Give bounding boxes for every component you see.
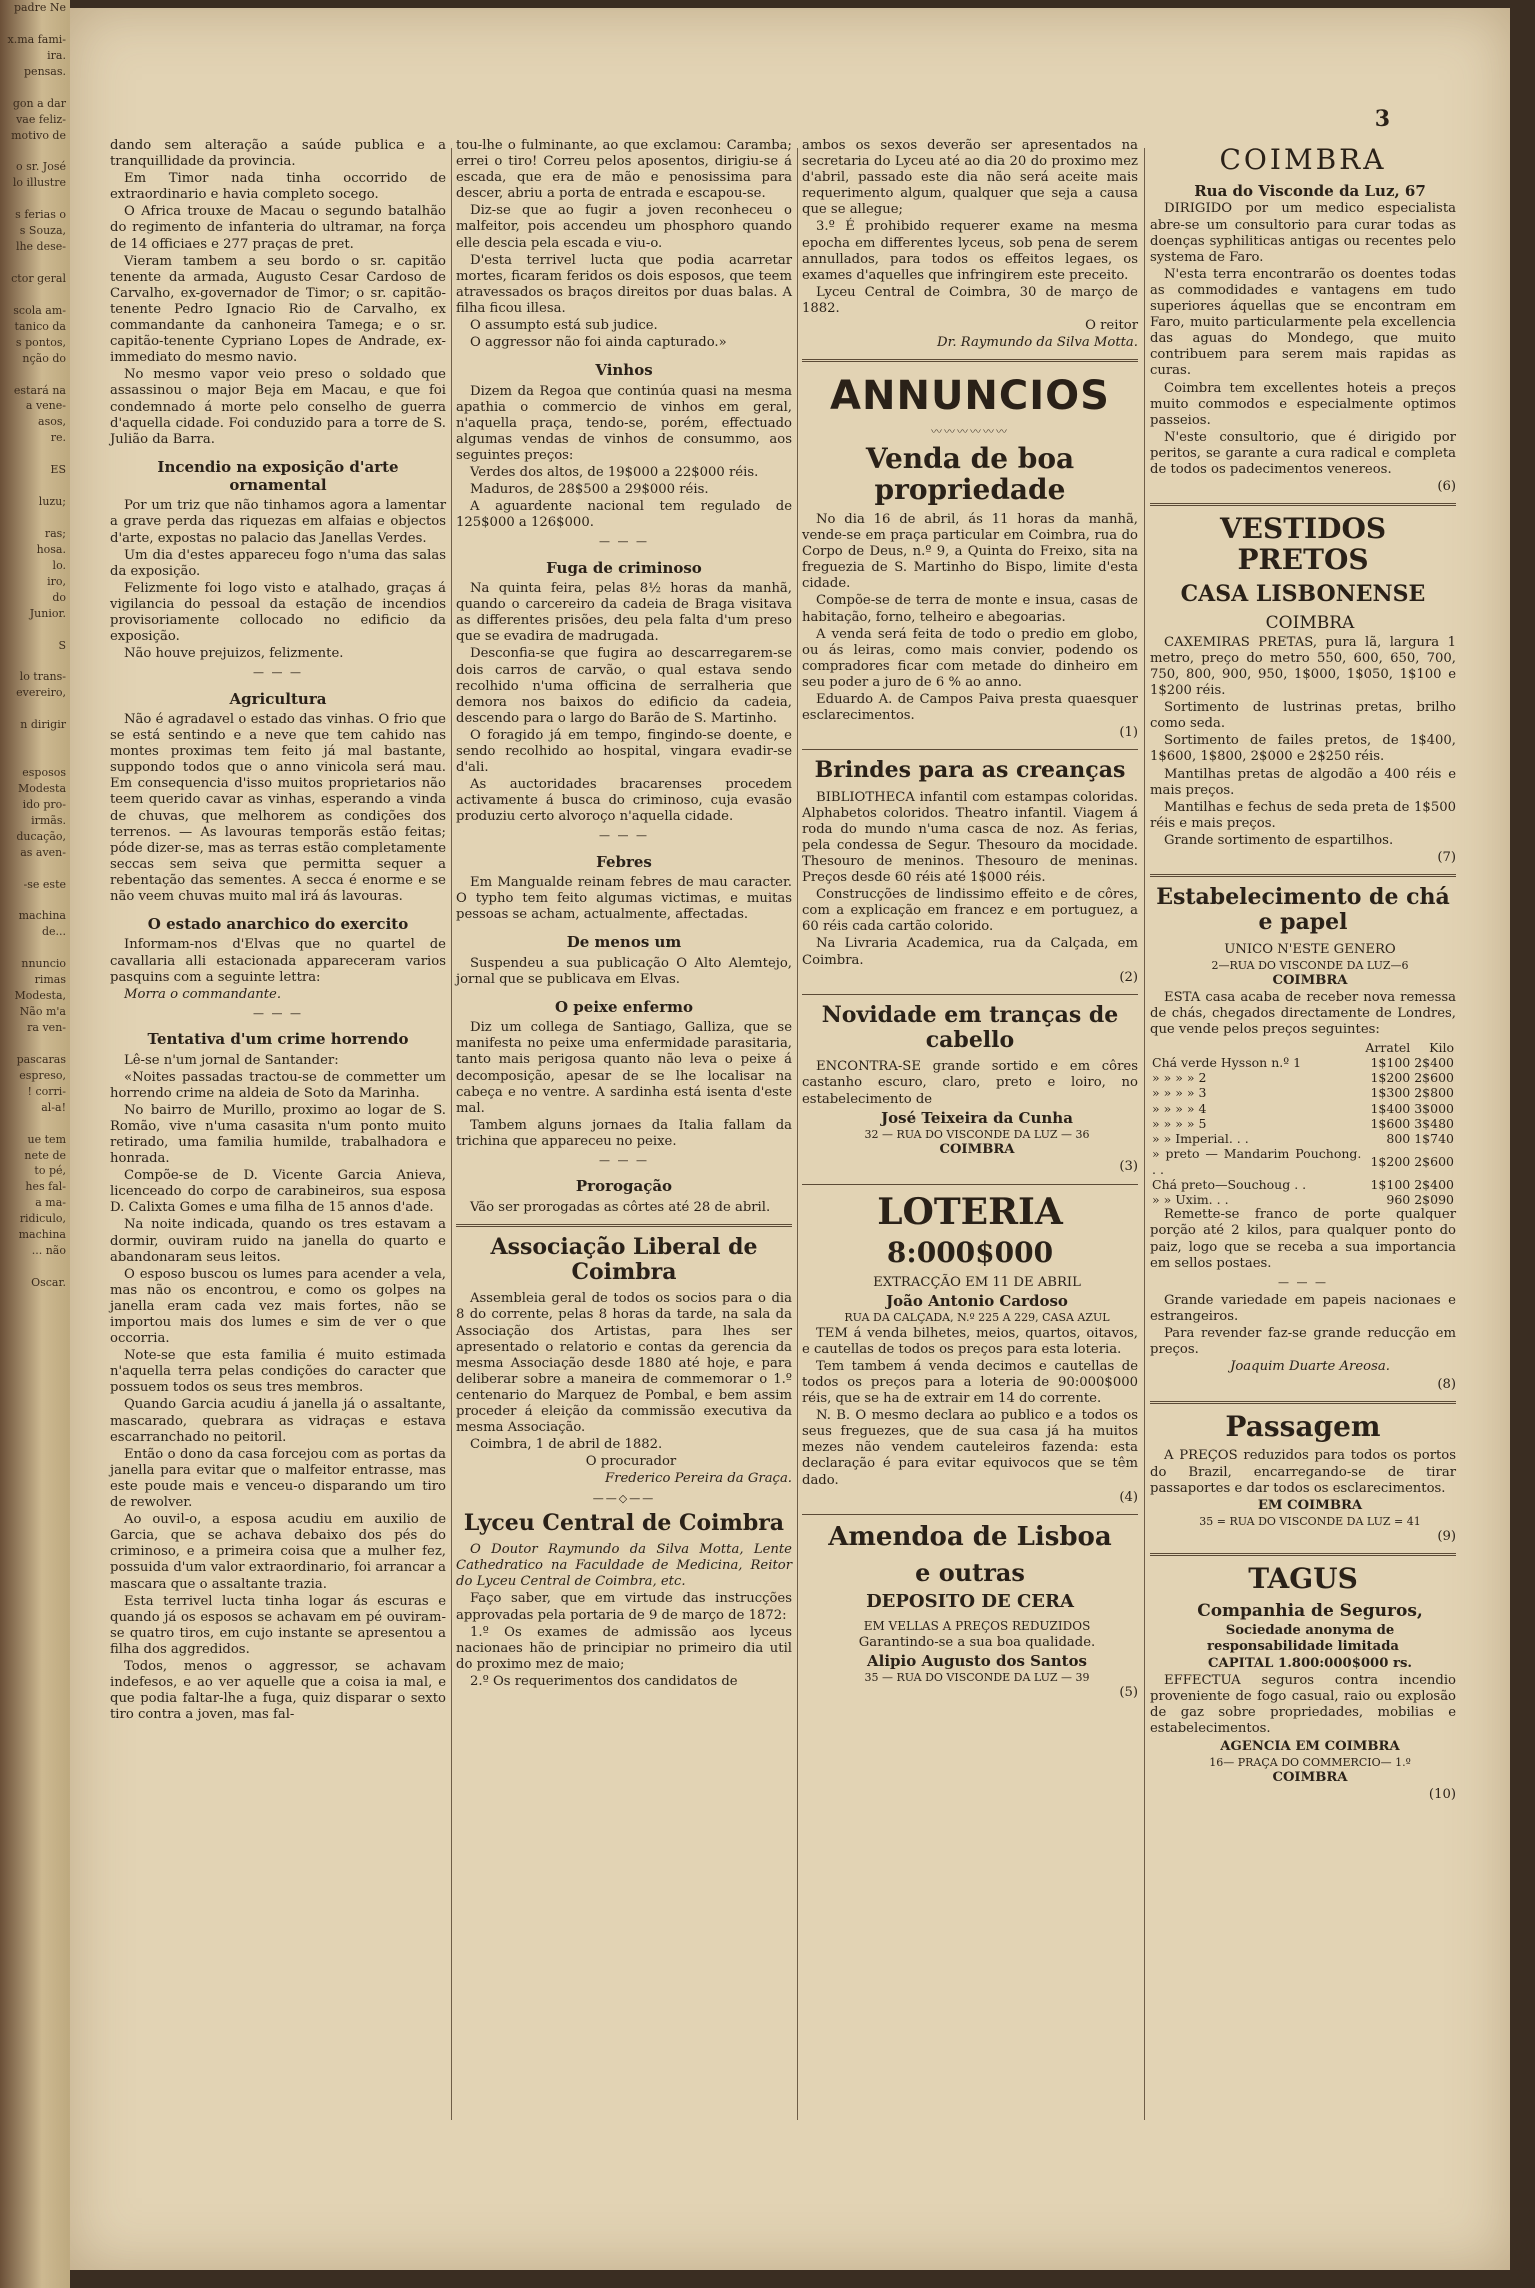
spine-text: as aven- bbox=[20, 845, 66, 859]
ad-name: José Teixeira da Cunha bbox=[881, 1108, 1073, 1127]
spine-text: ido pro- bbox=[22, 797, 66, 811]
spine-text bbox=[0, 749, 70, 765]
ad-title: Brindes para as creanças bbox=[814, 757, 1126, 784]
rule bbox=[1150, 874, 1456, 877]
ad-capital: CAPITAL 1.800:000$000 rs. bbox=[1208, 1656, 1412, 1672]
rule bbox=[802, 359, 1138, 362]
headline: De menos um bbox=[566, 933, 682, 952]
table-cell: Chá verde Hysson n.º 1 bbox=[1152, 1054, 1302, 1070]
paragraph: O Doutor Raymundo da Silva Motta, Lente Cathedratico na Faculdade de Medicina, Reitor do Lyceu Central de Coimbra, etc. bbox=[456, 1542, 792, 1590]
table-cell: 1$740 bbox=[1414, 1131, 1454, 1147]
paragraph: Em Mangualde reinam febres de mau caracter. O typho tem feito algumas victimas, e muitas pessoas se acham, actualmente, affectadas. bbox=[456, 875, 792, 923]
ad-city: COIMBRA bbox=[1272, 973, 1348, 989]
notice-title: Associação Liberal de Coimbra bbox=[490, 1233, 758, 1286]
paragraph: tou-lhe o fulminante, ao que exclamou: Caramba; errei o tiro! Correu pelos aposentos, dirigiu-se á escada, que era de mão e penosissima para descer, abriu a porta de entrada e escapou-se. bbox=[456, 138, 792, 202]
ad-number: (4) bbox=[1119, 1489, 1138, 1505]
separator: — — — bbox=[253, 666, 303, 680]
paragraph: No mesmo vapor veio preso o soldado que assassinou o major Beja em Macau, e que foi condemnado á morte pelo conselho de guerra d'aquella cidade. Foi conduzido para a torre de S. Julião da Barra. bbox=[110, 367, 446, 447]
paragraph: O foragido já em tempo, fingindo-se doente, e sendo recolhido ao hospital, vingara evadir-se d'ali. bbox=[456, 727, 792, 776]
spine-text: ridiculo, bbox=[19, 1212, 66, 1226]
paragraph: Dizem da Regoa que continúa quasi na mesma apathia o commercio de vinhos em geral, n'aquella praça, tendo-se, porém, effectuado algumas vendas de vinhos de consummo, aos seguintes preços: bbox=[456, 383, 792, 463]
paragraph: O aggressor não foi ainda capturado.» bbox=[470, 335, 727, 351]
paragraph: dando sem alteração a saúde publica e a tranquillidade da provincia. bbox=[110, 138, 446, 170]
paragraph: Esta terrivel lucta tinha logar ás escuras e quando já os esposos se achavam em pé ouviram-se quatro tiros, em cujo instante se apresentou a filha dos aggredidos. bbox=[110, 1593, 446, 1657]
spine-text: ue tem bbox=[27, 1132, 66, 1146]
paragraph: Faço saber, que em virtude das instrucções approvadas pela portaria de 9 de março de 1872: bbox=[456, 1591, 792, 1623]
table-cell: » » Uxim. . . bbox=[1152, 1192, 1229, 1208]
spine-text bbox=[0, 80, 70, 96]
spine-text: ctor geral bbox=[11, 271, 66, 285]
spine-text bbox=[0, 1259, 70, 1275]
spine-text: a ma- bbox=[35, 1196, 66, 1210]
table-cell: » » » » 5 bbox=[1152, 1115, 1207, 1131]
spine-text: nção do bbox=[22, 351, 66, 365]
ad-address: 16— PRAÇA DO COMMERCIO— 1.º bbox=[1209, 1755, 1411, 1769]
spine-text: nnuncio bbox=[21, 957, 66, 971]
newspaper-page bbox=[70, 8, 1510, 2270]
spine-text: to pé, bbox=[34, 1164, 66, 1178]
spine-text: vae feliz- bbox=[16, 112, 66, 126]
paragraph: 1.º Os exames de admissão aos lyceus nacionaes hão de principiar no primeiro dia util do proximo mez de maio; bbox=[456, 1624, 792, 1672]
table-row bbox=[1150, 1131, 1456, 1146]
spine-text: machina bbox=[18, 909, 66, 923]
paragraph: Lê-se n'um jornal de Santander: bbox=[124, 1052, 339, 1068]
paragraph: ENCONTRA-SE grande sortido e em côres castanho escuro, claro, preto e loiro, no estabelecimento de bbox=[802, 1059, 1138, 1107]
table-cell: 2$600 bbox=[1414, 1070, 1454, 1086]
spine-text: Modesta bbox=[17, 781, 66, 795]
headline: Incendio na exposição d'arte ornamental bbox=[157, 457, 399, 495]
rule bbox=[1150, 1553, 1456, 1556]
headline: Prorogação bbox=[575, 1177, 673, 1196]
paragraph: Garantindo-se a sua boa qualidade. bbox=[858, 1634, 1096, 1650]
signature: Frederico Pereira da Graça. bbox=[605, 1471, 792, 1487]
table-cell: 3$480 bbox=[1414, 1115, 1454, 1131]
paragraph: Diz-se que ao fugir a joven reconheceu o malfeitor, pois accendeu um phosphoro quando elle descia pela escada e viu-o. bbox=[456, 203, 792, 251]
paragraph: BIBLIOTHECA infantil com estampas coloridas. Alphabetos coloridos. Theatro infantil. Viagem á roda do mundo n'uma casca de noz. As ferias, pela condessa de Segur. Thesouro da mocidade. Thesouro de meninos. Thesouro de meninas. Preços desde 60 réis até 1$000 réis. bbox=[802, 789, 1138, 886]
spine-text bbox=[0, 653, 70, 669]
spine-text: ra ven- bbox=[27, 1021, 66, 1034]
spine-text: irmãs. bbox=[31, 813, 66, 827]
rule bbox=[1150, 503, 1456, 506]
paragraph: Na Livraria Academica, rua da Calçada, em Coimbra. bbox=[802, 936, 1138, 968]
ad-subtitle: EXTRACÇÃO EM 11 DE ABRIL bbox=[873, 1274, 1081, 1290]
ad-title: LOTERIA bbox=[877, 1190, 1063, 1233]
paragraph: O esposo buscou os lumes para acender a vela, mas não os encontrou, e como os golpes na janella eram cada vez mais fortes, não se importou mais dos lumes e sim de ver o que occorria. bbox=[110, 1266, 446, 1347]
spine-text: rimas bbox=[34, 973, 66, 987]
ad-number: (6) bbox=[1437, 479, 1456, 495]
spine-text: s ferias o bbox=[15, 208, 66, 222]
ad-number: (9) bbox=[1437, 1529, 1456, 1545]
spine-text: s Souza, bbox=[19, 224, 66, 238]
signature: Joaquim Duarte Areosa. bbox=[1230, 1359, 1390, 1375]
ad-number: (8) bbox=[1437, 1376, 1456, 1392]
ad-title: COIMBRA bbox=[1219, 143, 1387, 176]
table-cell: 1$100 bbox=[1370, 1054, 1411, 1070]
spine-text: tanico da bbox=[14, 319, 66, 333]
separator: — — — bbox=[253, 1006, 303, 1020]
paragraph: As auctoridades bracarenses procedem activamente á busca do criminoso, cuja evasão produziu certo alvoroço n'aquella cidade. bbox=[456, 777, 792, 825]
spine-text: s pontos, bbox=[15, 335, 66, 349]
table-cell: 1$200 bbox=[1370, 1153, 1411, 1169]
spine-text: S bbox=[58, 638, 66, 652]
ad-city: COIMBRA bbox=[939, 1142, 1015, 1158]
separator: — — — bbox=[1278, 1275, 1328, 1289]
spine-text bbox=[0, 367, 70, 383]
ad-number: (10) bbox=[1428, 1787, 1456, 1803]
table-row bbox=[1150, 1177, 1456, 1192]
paragraph: Quando Garcia acudiu á janella já o assaltante, mascarado, quebrara as vidraças e estava escarranchado no peitoril. bbox=[110, 1397, 446, 1445]
paragraph: 2.º Os requerimentos dos candidatos de bbox=[470, 1673, 738, 1689]
table-row bbox=[1150, 1101, 1456, 1116]
spine-text: a vene- bbox=[25, 399, 66, 413]
paragraph: Eduardo A. de Campos Paiva presta quaesquer esclarecimentos. bbox=[802, 692, 1138, 724]
table-cell: Chá preto—Souchoug . . bbox=[1152, 1176, 1307, 1192]
spine-text bbox=[0, 622, 70, 638]
spine-text: ... não bbox=[31, 1244, 66, 1258]
paragraph: Para revender faz-se grande reducção em preços. bbox=[1150, 1326, 1456, 1358]
spine-text: espreso, bbox=[19, 1068, 66, 1082]
paragraph: Mantilhas e fechus de seda preta de 1$500 réis e mais preços. bbox=[1150, 799, 1456, 831]
page-number: 3 bbox=[1374, 106, 1390, 132]
paragraph: «Noites passadas tractou-se de commetter um horrendo crime na aldeia de Soto da Marinha. bbox=[110, 1069, 446, 1101]
table-cell: 1$400 bbox=[1370, 1100, 1411, 1116]
table-row bbox=[1150, 1070, 1456, 1085]
spine-text bbox=[0, 861, 70, 877]
paragraph: Não houve prejuizos, felizmente. bbox=[124, 646, 344, 662]
spine-text: Junior. bbox=[29, 606, 66, 620]
spine-text: re. bbox=[50, 431, 66, 445]
paragraph: O assumpto está sub judice. bbox=[470, 318, 658, 334]
ad-number: (3) bbox=[1119, 1159, 1138, 1175]
headline: O peixe enfermo bbox=[555, 997, 693, 1016]
rule bbox=[802, 749, 1138, 750]
ad-subtitle: Companhia de Seguros, bbox=[1197, 1601, 1423, 1622]
table-cell: 960 bbox=[1386, 1192, 1411, 1208]
paragraph: Maduros, de 28$500 a 29$000 réis. bbox=[470, 482, 709, 498]
paragraph: Na quinta feira, pelas 8½ horas da manhã, quando o carcereiro da cadeia de Braga visitava as differentes prisões, deu pela falta d'um preso que se evadira de madrugada. bbox=[456, 581, 792, 645]
paragraph: Verdes dos altos, de 19$000 a 22$000 réis. bbox=[470, 464, 759, 480]
spine-text bbox=[0, 16, 70, 32]
announcements-heading: ANNUNCIOS bbox=[830, 373, 1110, 420]
column-rule bbox=[451, 148, 452, 2120]
spine-text: padre Ne bbox=[13, 1, 66, 14]
paragraph: Compõe-se de terra de monte e insua, casas de habitação, forno, telheiro e abegoarias. bbox=[802, 593, 1138, 625]
spine-text bbox=[0, 940, 70, 956]
separator: ——◇—— bbox=[592, 1491, 656, 1505]
table-header bbox=[1150, 1040, 1363, 1055]
rule bbox=[802, 1184, 1138, 1185]
paragraph: Sortimento de lustrinas pretas, brilho como seda. bbox=[1150, 700, 1456, 732]
paragraph: Todos, menos o aggressor, se achavam indefesos, e ao ver aquelle que a coisa ia mal, e que podia faltar-lhe a fuga, quiz disparar o sexto tiro contra a joven, mas fal- bbox=[110, 1658, 446, 1723]
spine-text: motivo de bbox=[11, 128, 66, 142]
spine-text: x.ma fami- bbox=[7, 32, 66, 46]
table-row bbox=[1150, 1055, 1456, 1070]
spine-text: de... bbox=[41, 925, 66, 939]
separator: — — — bbox=[599, 829, 649, 843]
prize-amount: 8:000$000 bbox=[886, 1236, 1054, 1270]
paragraph: Não é agradavel o estado das vinhas. O frio que se está sentindo e a neve que tem cahido nas montes proximas tem feito já mal bastante, suppondo todos que o anno vinicola será mau. Em consequencia d'isso muitos proprietarios não teem querido cavar as vinhas, esperando a vinda de chuvas, que melhorem as condições dos terrenos. — As lavouras temporãs estão feitas; póde dizer-se, mas as terras estão completamente seccas sem seiva que permitta sequer a rebentação das sementes. A secca é enorme e se não veem chuvas muito mal irá ás lavouras. bbox=[110, 712, 446, 905]
ad-subtitle: CASA LISBONENSE bbox=[1180, 580, 1426, 607]
ad-city: EM COIMBRA bbox=[1257, 1497, 1363, 1513]
spine-text: gon a dar bbox=[12, 96, 66, 110]
headline: O estado anarchico do exercito bbox=[147, 915, 409, 934]
spine-text: hosa. bbox=[36, 542, 66, 556]
headline: Febres bbox=[596, 852, 652, 871]
table-header: Arratel bbox=[1365, 1039, 1411, 1055]
paragraph: Diz um collega de Santiago, Galliza, que se manifesta no peixe uma enfermidade parasitaria, tanto mais perigosa quanto não leva o peixe á decomposição, apesar de se lhe localisar na cabeça e no ventre. A sardinha está isenta d'este mal. bbox=[456, 1020, 792, 1116]
price-table bbox=[1150, 1040, 1456, 1208]
spine-text: Não m'a bbox=[19, 1005, 66, 1019]
spine-text: lhe dese- bbox=[15, 240, 66, 254]
table-cell: » preto — Mandarim Pouchong. . . bbox=[1152, 1146, 1362, 1177]
paragraph: Vão ser prorogadas as côrtes até 28 de abril. bbox=[470, 1199, 771, 1215]
paragraph: Assembleia geral de todos os socios para o dia 8 do corrente, pelas 8 horas da tarde, na sala da Associação dos Artistas, para lhes ser apresentado o relatorio e contas da gerencia da mesma Associação desde 1880 até hoje, e para deliberar sobre a maneira de commemorar o 1.º centenario do Marquez de Pombal, e bem assim proceder á eleição da commissão executiva da mesma Associação. bbox=[456, 1291, 792, 1436]
headline: Agricultura bbox=[229, 689, 327, 708]
paragraph: Informam-nos d'Elvas que no quartel de cavallaria alli estacionada appareceram varios pasquins com a seguinte lettra: bbox=[110, 937, 446, 985]
spine-text bbox=[0, 255, 70, 271]
column-4 bbox=[1150, 138, 1456, 1804]
paragraph: Coimbra, 1 de abril de 1882. bbox=[470, 1437, 663, 1453]
spine-text: Modesta, bbox=[14, 989, 66, 1003]
paragraph: ambos os sexos deverão ser apresentados na secretaria do Lyceu até ao dia 20 do proximo mez d'abril, passado este dia não será aceite mais requerimento algum, qualquer que seja a causa que se allegue; bbox=[802, 138, 1138, 218]
paragraph: N'este consultorio, que é dirigido por peritos, se garante a cura radical e completa de todos os padecimentos venereos. bbox=[1150, 429, 1456, 477]
paragraph: Construcções de lindissimo effeito e de côres, com a explicação em francez e em portuguez, a 60 réis cada cartão colorido. bbox=[802, 887, 1138, 935]
paragraph: DIRIGIDO por um medico especialista abre-se um consultorio para curar todas as doenças syphiliticas antigas ou recentes pelo systema de Faro. bbox=[1150, 201, 1456, 265]
rule bbox=[802, 994, 1138, 995]
paragraph: Na noite indicada, quando os tres estavam a dormir, ouviram ruido na janella do quarto e abandonaram seus leitos. bbox=[110, 1217, 446, 1265]
notice-title: Lyceu Central de Coimbra bbox=[463, 1509, 785, 1536]
spine-text bbox=[0, 893, 70, 909]
ad-subtitle: EM VELLAS A PREÇOS REDUZIDOS bbox=[863, 1618, 1091, 1633]
ad-title: Novidade em tranças de cabello bbox=[821, 1001, 1119, 1054]
ad-number: (2) bbox=[1119, 969, 1138, 985]
paragraph: Sortimento de failes pretos, de 1$400, 1$600, 1$800, 2$000 e 2$250 réis. bbox=[1150, 733, 1456, 765]
spine-text: lo illustre bbox=[12, 176, 66, 190]
spine-text bbox=[0, 1116, 70, 1132]
spine-text: luzu; bbox=[38, 495, 66, 509]
table-cell: 2$090 bbox=[1414, 1192, 1454, 1208]
spine-text: ! corri- bbox=[27, 1084, 66, 1098]
table-header-row bbox=[1150, 1040, 1456, 1055]
spine-text: ira. bbox=[47, 48, 66, 62]
spine-text: hes fal- bbox=[25, 1180, 66, 1194]
separator: — — — bbox=[599, 535, 649, 549]
spine-text: lo. bbox=[52, 558, 66, 572]
ad-title: Amendoa de Lisboa bbox=[828, 1521, 1112, 1552]
column-3 bbox=[802, 138, 1138, 1702]
spine-text: lo trans- bbox=[19, 670, 66, 684]
paragraph: Vieram tambem a seu bordo o sr. capitão tenente da armada, Augusto Cesar Cardoso de Carvalho, ex-governador de Timor; o sr. capitão-tenente Pedro Ignacio Rio de Carvalho, ex commandante da canhoneira Tamega; e o sr. capitão-tenente Cypriano Lopes de Andrade, ex-immediato do mesmo navio. bbox=[110, 253, 446, 366]
paragraph: A aguardente nacional tem regulado de 125$000 a 126$000. bbox=[456, 499, 792, 531]
paragraph: N'esta terra encontrarão os doentes todas as commodidades e vantagens em tudo superiores áquellas que se encontram em Faro, muito particularmente pela excellencia das aguas do Mondego, que muito contribuem para serem mais rapidas as curas. bbox=[1150, 266, 1456, 379]
spine-text: ducação, bbox=[16, 829, 66, 843]
spine-text bbox=[0, 1036, 70, 1052]
adjacent-page-spine bbox=[0, 0, 70, 2288]
separator: — — — bbox=[599, 1153, 649, 1167]
paragraph: Então o dono da casa forcejou com as portas da janella para evitar que o malfeitor entrasse, mas este poude mais e venceu-o disparando um tiro de rewolver. bbox=[110, 1446, 446, 1511]
spine-text bbox=[0, 478, 70, 494]
ad-title: VESTIDOS PRETOS bbox=[1219, 512, 1387, 576]
table-row bbox=[1150, 1116, 1456, 1131]
table-cell: 800 bbox=[1386, 1131, 1411, 1147]
ornament: 〰〰〰〰〰〰 bbox=[931, 425, 1009, 439]
paragraph: Em Timor nada tinha occorrido de extraordinario e havia completo socego. bbox=[110, 171, 446, 203]
spine-text bbox=[0, 287, 70, 303]
ad-title: Venda de boa propriedade bbox=[865, 442, 1075, 507]
ad-subtitle: UNICO N'ESTE GENERO bbox=[1224, 941, 1396, 957]
paragraph: Coimbra tem excellentes hoteis a preços muito commodos e especialmente optimos passeios. bbox=[1150, 380, 1456, 428]
paragraph: Lyceu Central de Coimbra, 30 de março de 1882. bbox=[802, 284, 1138, 316]
paragraph: Um dia d'estes appareceu fogo n'uma das salas da exposição. bbox=[110, 547, 446, 579]
table-cell: » » » » 2 bbox=[1152, 1070, 1207, 1086]
paragraph: Desconfia-se que fugira ao descarregarem-se dois carros de carvão, o qual estava sendo recolhido n'uma officina de serralheria que demora nos baixos do edificio da cadeia, descendo para o largo do Barão de S. Martinho. bbox=[456, 646, 792, 726]
spine-text: asos, bbox=[38, 415, 66, 429]
paragraph: EFFECTUA seguros contra incendio proveniente de fogo casual, raio ou explosão de gaz sobre propriedades, mobilias e estabelecimentos. bbox=[1150, 1673, 1456, 1737]
rule bbox=[456, 1224, 792, 1227]
table-header: Kilo bbox=[1429, 1039, 1454, 1055]
paragraph: Morra o commandante. bbox=[124, 986, 282, 1002]
ad-address: 35 = RUA DO VISCONDE DA LUZ = 41 bbox=[1199, 1514, 1421, 1528]
table-cell: » » Imperial. . . bbox=[1152, 1131, 1249, 1147]
spine-text: ras; bbox=[44, 526, 66, 540]
headline: Vinhos bbox=[595, 361, 653, 380]
paragraph: Suspendeu a sua publicação O Alto Alemtejo, jornal que se publicava em Elvas. bbox=[456, 955, 792, 987]
spine-text bbox=[0, 191, 70, 207]
ad-number: (7) bbox=[1437, 850, 1456, 866]
table-cell: » » » » 3 bbox=[1152, 1085, 1207, 1101]
spine-text: ES bbox=[50, 463, 66, 477]
table-cell: 2$400 bbox=[1414, 1176, 1454, 1192]
paragraph: A venda será feita de todo o predio em globo, ou ás leiras, como mais convier, podendo os compradores ficar com metade do dinheiro em seu poder a juro de 6 % ao anno. bbox=[802, 626, 1138, 690]
ad-title: e outras bbox=[915, 1557, 1025, 1587]
rule bbox=[802, 1514, 1138, 1515]
spine-text bbox=[0, 446, 70, 462]
ad-title: Passagem bbox=[1225, 1409, 1381, 1443]
spine-text bbox=[0, 510, 70, 526]
paragraph: Felizmente foi logo visto e atalhado, graças á vigilancia do pessoal da estação de incendios provisoriamente collocado no edificio da exposição. bbox=[110, 580, 446, 645]
table-row bbox=[1150, 1192, 1456, 1207]
paragraph: Note-se que esta familia é muito estimada n'aquella terra pelas condições do caracter que possuem todos os seus tres membros. bbox=[110, 1348, 446, 1396]
table-row bbox=[1150, 1146, 1456, 1177]
paragraph: Grande variedade em papeis nacionaes e estrangeiros. bbox=[1150, 1293, 1456, 1325]
paragraph: 3.º É prohibido requerer exame na mesma epocha em differentes lyceus, sob pena de serem annullados, para todos os effeitos legaes, os exames d'aquelles que infringirem este preceito. bbox=[802, 219, 1138, 283]
spine-text: pensas. bbox=[24, 64, 66, 78]
paragraph: O Africa trouxe de Macau o segundo batalhão do regimento de infanteria do ultramar, na força de 14 officiaes e 277 praças de pret. bbox=[110, 204, 446, 252]
column-rule bbox=[797, 148, 798, 2120]
spine-text bbox=[0, 701, 70, 717]
ad-number: (1) bbox=[1119, 725, 1138, 741]
paragraph: Ao ouvil-o, a esposa acudiu em auxilio de Garcia, que se achava debaixo dos pés do criminoso, e a primeira coisa que a mulher fez, possuida d'um valor extraordinario, foi arrancar a mascara que o assaltante trazia. bbox=[110, 1512, 446, 1592]
paragraph: Remette-se franco de porte qualquer porção até 2 kilos, para qualquer ponto do paiz, logo que se receba a sua importancia em sellos postaes. bbox=[1150, 1207, 1456, 1271]
spine-text: iro, bbox=[47, 574, 66, 588]
table-cell: 1$300 bbox=[1370, 1085, 1411, 1101]
table-cell: 1$100 bbox=[1370, 1176, 1411, 1192]
spine-text: pascaras bbox=[16, 1052, 66, 1066]
table-cell: 3$000 bbox=[1414, 1100, 1454, 1116]
paragraph: N. B. O mesmo declara ao publico e a todos os seus freguezes, que de sua casa já ha muitos mezes não vendem cauteleiros fazenda: esta declaração é para evitar equivocos que se têm dado. bbox=[802, 1408, 1138, 1488]
column-rule bbox=[1144, 148, 1145, 2120]
spine-text: -se este bbox=[23, 877, 66, 891]
table-cell: 2$800 bbox=[1414, 1085, 1454, 1101]
signature: Dr. Raymundo da Silva Motta. bbox=[937, 335, 1138, 351]
spine-text: machina bbox=[18, 1228, 66, 1242]
spine-text: estará na bbox=[13, 383, 66, 397]
table-cell: 2$600 bbox=[1414, 1153, 1454, 1169]
table-cell: 1$200 bbox=[1370, 1070, 1411, 1086]
spine-text: n dirigir bbox=[20, 718, 66, 732]
paragraph: Tem tambem á venda decimos e cautellas de todos os preços para a loteria de 90:000$000 réis, que se ha de extrair em 14 do corrente. bbox=[802, 1358, 1138, 1407]
rule bbox=[1150, 1401, 1456, 1404]
ad-city: COIMBRA bbox=[1272, 1770, 1348, 1786]
paragraph: A PREÇOS reduzidos para todos os portos do Brazil, encarregando-se de tirar passaportes e dar todos os esclarecimentos. bbox=[1150, 1448, 1456, 1496]
ad-subtitle: Sociedade anonyma de responsabilidade limitada bbox=[1207, 1622, 1399, 1654]
paragraph: O procurador bbox=[585, 1454, 677, 1470]
paragraph: Mantilhas pretas de algodão a 400 réis e mais preços. bbox=[1150, 766, 1456, 798]
ad-title: Estabelecimento de chá e papel bbox=[1156, 884, 1450, 936]
spine-text bbox=[0, 733, 70, 749]
spine-text: o sr. José bbox=[16, 160, 66, 174]
spine-text: al-a! bbox=[41, 1100, 66, 1114]
ad-number: (5) bbox=[1119, 1685, 1138, 1701]
table-cell: » » » » 4 bbox=[1152, 1100, 1207, 1116]
spine-text: do bbox=[52, 590, 66, 604]
ad-agency: AGENCIA EM COIMBRA bbox=[1220, 1738, 1400, 1754]
spine-text: nete de bbox=[24, 1148, 66, 1162]
paragraph: No bairro de Murillo, proximo ao logar de S. Romão, vive n'uma casasita n'um ponto muito retirado, uma familia humilde, trabalhadora e honrada. bbox=[110, 1102, 446, 1167]
paragraph: TEM á venda bilhetes, meios, quartos, oitavos, e cautellas de todos os preços para esta loteria. bbox=[802, 1325, 1138, 1357]
ad-address: RUA DA CALÇADA, N.º 225 A 229, CASA AZUL bbox=[844, 1311, 1110, 1325]
column-1 bbox=[110, 138, 446, 1724]
ad-name: João Antonio Cardoso bbox=[886, 1292, 1068, 1310]
headline: Tentativa d'um crime horrendo bbox=[147, 1030, 409, 1049]
paragraph: No dia 16 de abril, ás 11 horas da manhã, vende-se em praça particular em Coimbra, rua do Corpo de Deus, n.º 9, a Quinta do Freixo, sita na freguezia de S. Martinho do Bispo, limite d'esta cidade. bbox=[802, 512, 1138, 592]
ad-address: 2—RUA DO VISCONDE DA LUZ—6 bbox=[1211, 958, 1409, 972]
paragraph: Compõe-se de D. Vicente Garcia Anieva, licenceado do corpo de carabineiros, sua esposa D. Calixta Gomes e uma filha de 15 annos d'ade. bbox=[110, 1168, 446, 1216]
paragraph: Tambem alguns jornaes da Italia fallam da trichina que appareceu no peixe. bbox=[456, 1117, 792, 1149]
ad-address: 32 — RUA DO VISCONDE DA LUZ — 36 bbox=[864, 1127, 1090, 1141]
ad-title: TAGUS bbox=[1248, 1562, 1358, 1596]
spine-text bbox=[0, 143, 70, 159]
spine-text: esposos bbox=[22, 766, 66, 779]
table-cell: 1$600 bbox=[1370, 1115, 1411, 1131]
paragraph: D'esta terrivel lucta que podia acarretar mortes, ficaram feridos os dois esposos, que teem atravessados os braços direitos por duas balas. A filha ficou illesa. bbox=[456, 252, 792, 316]
paragraph: CAXEMIRAS PRETAS, pura lã, largura 1 metro, preço do metro 550, 600, 650, 700, 750, 800, 900, 950, 1$000, 1$050, 1$100 e 1$200 réis. bbox=[1150, 634, 1456, 699]
table-row bbox=[1150, 1085, 1456, 1100]
ad-address: 35 — RUA DO VISCONDE DA LUZ — 39 bbox=[864, 1670, 1090, 1684]
ad-title: DEPOSITO DE CERA bbox=[866, 1591, 1074, 1613]
paragraph: O reitor bbox=[1085, 318, 1138, 334]
spine-text: evereiro, bbox=[16, 686, 66, 700]
column-2 bbox=[456, 138, 792, 1691]
table-cell: 2$400 bbox=[1414, 1054, 1454, 1070]
headline: Fuga de criminoso bbox=[546, 558, 702, 577]
ad-address: Rua do Visconde da Luz, 67 bbox=[1194, 182, 1426, 201]
paragraph: Por um triz que não tinhamos agora a lamentar a grave perda das riquezas em alfaias e objectos d'arte, expostas no palacio das Janellas Verdes. bbox=[110, 498, 446, 546]
paragraph: Grande sortimento de espartilhos. bbox=[1164, 832, 1394, 848]
paragraph: ESTA casa acaba de receber nova remessa de chás, chegados directamente de Londres, que vende pelos preços seguintes: bbox=[1150, 990, 1456, 1038]
ad-city: COIMBRA bbox=[1265, 613, 1355, 634]
ad-name: Alipio Augusto dos Santos bbox=[867, 1651, 1087, 1670]
spine-text: Oscar. bbox=[31, 1276, 66, 1289]
spine-text: scola am- bbox=[13, 303, 66, 317]
